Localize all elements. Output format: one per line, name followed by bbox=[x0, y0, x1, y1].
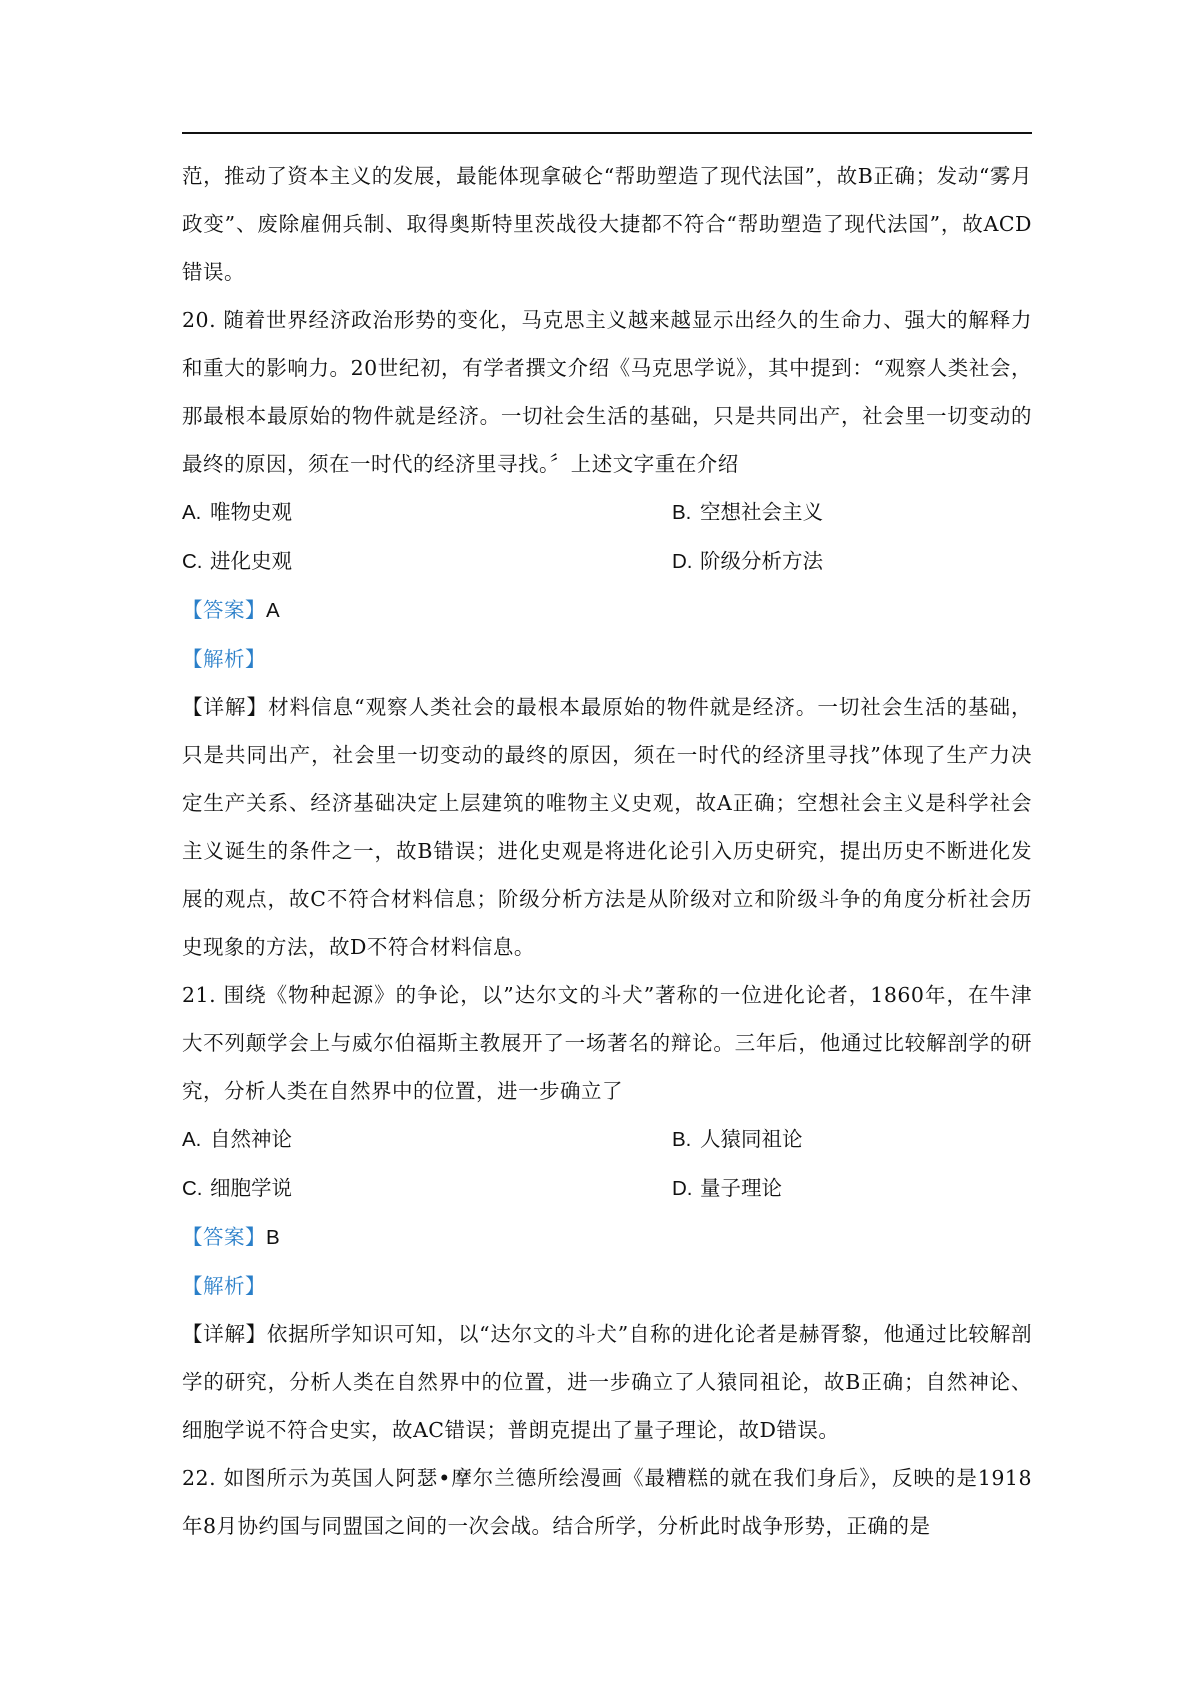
option-letter: A. bbox=[182, 1128, 202, 1151]
answer-line bbox=[182, 586, 1032, 635]
option-text: 量子理论 bbox=[700, 1176, 782, 1200]
option-text: 细胞学说 bbox=[210, 1176, 292, 1200]
option-list bbox=[182, 488, 1032, 586]
option-a bbox=[182, 1115, 672, 1164]
answer-tag: 【答案】 bbox=[182, 598, 266, 622]
question-21 bbox=[182, 971, 1032, 1454]
analysis-tag: 【解析】 bbox=[182, 1274, 266, 1298]
question-stem: 22. 如图所示为英国人阿瑟•摩尔兰德所绘漫画《最糟糕的就在我们身后》，反映的是1918年8月协约国与同盟国之间的一次会战。结合所学，分析此时战争形势，正确的是 bbox=[182, 1466, 1032, 1538]
option-letter: B. bbox=[672, 501, 692, 524]
option-text: 人猿同祖论 bbox=[700, 1127, 803, 1151]
answer-value: A bbox=[266, 599, 281, 622]
option-text: 进化史观 bbox=[210, 549, 292, 573]
detail-paragraph bbox=[182, 683, 1032, 971]
detail-text: 材料信息“观察人类社会的最根本最原始的物件就是经济。一切社会生活的基础，只是共同出产，社会里一切变动的最终的原因，须在一时代的经济里寻找”体现了生产力决定生产关系、经济基础决定上层建筑的唯物主义史观，故A正确；空想社会主义是科学社会主义诞生的条件之一，故B错误；进化史观是将进化论引入历史研究，提出历史不断进化发展的观点，故C不符合材料信息；阶级分析方法是从阶级对立和阶级斗争的角度分析社会历史现象的方法，故D不符合材料信息。 bbox=[182, 695, 1033, 959]
option-c bbox=[182, 537, 672, 586]
option-b bbox=[672, 488, 1032, 537]
analysis-line bbox=[182, 635, 1032, 683]
option-list bbox=[182, 1115, 1032, 1213]
question-22 bbox=[182, 1454, 1032, 1550]
option-letter: A. bbox=[182, 501, 202, 524]
detail-text: 依据所学知识可知，以“达尔文的斗犬”自称的进化论者是赫胥黎，他通过比较解剖学的研究，分析人类在自然界中的位置，进一步确立了人猿同祖论，故B正确；自然神论、细胞学说不符合史实，故AC错误；普朗克提出了量子理论，故D错误。 bbox=[182, 1322, 1032, 1442]
option-text: 空想社会主义 bbox=[700, 500, 823, 524]
analysis-tag: 【解析】 bbox=[182, 647, 266, 671]
option-letter: C. bbox=[182, 1177, 203, 1200]
option-b bbox=[672, 1115, 1032, 1164]
analysis-line bbox=[182, 1262, 1032, 1310]
option-text: 阶级分析方法 bbox=[700, 549, 823, 573]
option-letter: B. bbox=[672, 1128, 692, 1151]
answer-tag: 【答案】 bbox=[182, 1225, 266, 1249]
prev-explanation: 范，推动了资本主义的发展，最能体现拿破仑“帮助塑造了现代法国”，故B正确；发动“雾月政变”、废除雇佣兵制、取得奥斯特里茨战役大捷都不符合“帮助塑造了现代法国”，故ACD错误。 bbox=[182, 164, 1032, 284]
question-20 bbox=[182, 296, 1032, 971]
option-text: 唯物史观 bbox=[210, 500, 292, 524]
option-letter: D. bbox=[672, 550, 693, 573]
answer-value: B bbox=[266, 1226, 281, 1249]
question-stem: 21. 围绕《物种起源》的争论，以”达尔文的斗犬”著称的一位进化论者，1860年，在牛津大不列颠学会上与威尔伯福斯主教展开了一场著名的辩论。三年后，他通过比较解剖学的研究，分析人类在自然界中的位置，进一步确立了 bbox=[182, 983, 1032, 1103]
detail-tag: 【详解】 bbox=[182, 695, 269, 719]
detail-tag: 【详解】 bbox=[182, 1322, 267, 1346]
document-content bbox=[182, 152, 1032, 1550]
header-rule bbox=[182, 132, 1032, 134]
option-c bbox=[182, 1164, 672, 1213]
option-text: 自然神论 bbox=[210, 1127, 292, 1151]
detail-paragraph bbox=[182, 1310, 1032, 1454]
option-d bbox=[672, 1164, 1032, 1213]
option-letter: C. bbox=[182, 550, 203, 573]
question-stem: 20. 随着世界经济政治形势的变化，马克思主义越来越显示出经久的生命力、强大的解释力和重大的影响力。20世纪初，有学者撰文介绍《马克思学说》，其中提到：“观察人类社会，那最根本最原始的物件就是经济。一切社会生活的基础，只是共同出产，社会里一切变动的最终的原因，须在一时代的经济里寻找。〞上述文字重在介绍 bbox=[182, 308, 1032, 476]
option-d bbox=[672, 537, 1032, 586]
option-letter: D. bbox=[672, 1177, 693, 1200]
option-a bbox=[182, 488, 672, 537]
answer-line bbox=[182, 1213, 1032, 1262]
